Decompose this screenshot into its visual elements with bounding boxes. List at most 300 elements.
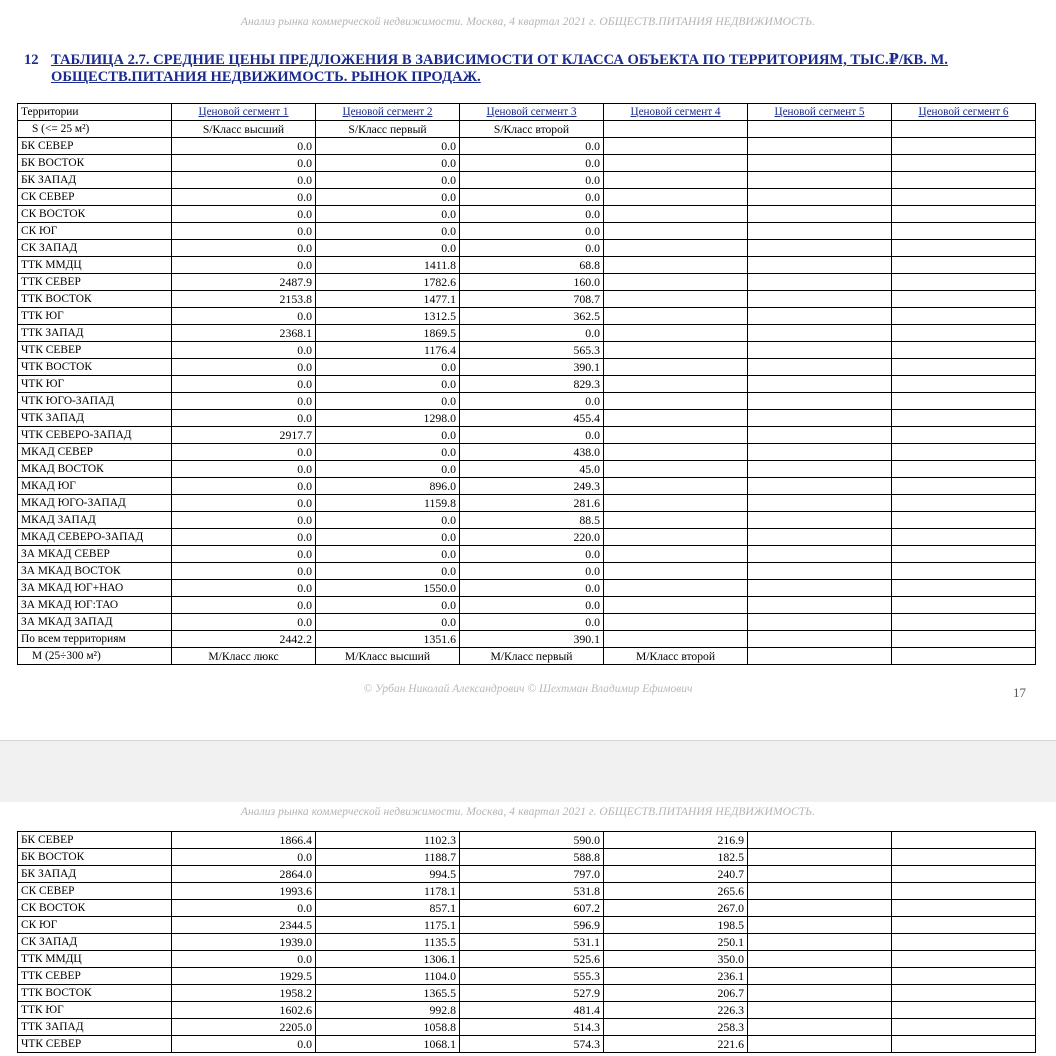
- price-cell: [748, 985, 892, 1002]
- price-table-continued: [17, 831, 1036, 1053]
- price-cell: 1178.1: [316, 883, 460, 900]
- price-cell: 221.6: [604, 1036, 748, 1053]
- price-cell: 992.8: [316, 1002, 460, 1019]
- price-cell: [892, 223, 1036, 240]
- territory-label: МКАД ЗАПАД: [18, 512, 172, 529]
- table-row: [18, 172, 1036, 189]
- price-cell: [892, 849, 1036, 866]
- table-row: [18, 917, 1036, 934]
- price-cell: [604, 461, 748, 478]
- table-row: [18, 325, 1036, 342]
- price-cell: [892, 900, 1036, 917]
- price-cell: [892, 325, 1036, 342]
- table-row: [18, 427, 1036, 444]
- price-cell: 797.0: [460, 866, 604, 883]
- price-cell: [748, 951, 892, 968]
- price-cell: 2917.7: [172, 427, 316, 444]
- territory-label: СК СЕВЕР: [18, 883, 172, 900]
- price-cell: [892, 359, 1036, 376]
- price-cell: 0.0: [172, 376, 316, 393]
- column-header-link[interactable]: Ценовой сегмент 1: [172, 104, 316, 121]
- territory-label: МКАД СЕВЕР: [18, 444, 172, 461]
- price-cell: 0.0: [316, 529, 460, 546]
- running-header: Анализ рынка коммерческой недвижимости. Москва, 4 квартал 2021 г. ОБЩЕСТВ.ПИТАНИЯ НЕДВИЖИМОСТЬ.: [240, 806, 816, 818]
- price-cell: [892, 240, 1036, 257]
- table-row: [18, 968, 1036, 985]
- price-cell: 206.7: [604, 985, 748, 1002]
- price-cell: [748, 614, 892, 631]
- price-cell: 0.0: [460, 240, 604, 257]
- price-cell: [892, 1019, 1036, 1036]
- price-cell: [748, 832, 892, 849]
- territory-label: По всем территориям: [18, 631, 172, 648]
- price-cell: 1068.1: [316, 1036, 460, 1053]
- price-cell: 0.0: [460, 138, 604, 155]
- table-row: [18, 900, 1036, 917]
- price-cell: 281.6: [460, 495, 604, 512]
- price-cell: [748, 597, 892, 614]
- price-cell: [604, 291, 748, 308]
- copyright-footer: © Урбан Николай Александрович © Шехтман Владимир Ефимович: [363, 683, 693, 695]
- price-cell: [748, 257, 892, 274]
- table-row: [18, 866, 1036, 883]
- price-cell: 531.1: [460, 934, 604, 951]
- price-cell: 1104.0: [316, 968, 460, 985]
- class-subheader: [892, 648, 1036, 665]
- price-cell: [892, 631, 1036, 648]
- table-row: [18, 189, 1036, 206]
- page-number: 17: [1013, 685, 1026, 700]
- price-cell: 527.9: [460, 985, 604, 1002]
- table-row: [18, 274, 1036, 291]
- class-subheader: S/Класс первый: [316, 121, 460, 138]
- price-cell: 0.0: [460, 393, 604, 410]
- price-cell: 0.0: [460, 172, 604, 189]
- price-cell: 0.0: [316, 206, 460, 223]
- table-row: [18, 410, 1036, 427]
- price-cell: [604, 495, 748, 512]
- price-cell: 0.0: [172, 444, 316, 461]
- table-row: [18, 155, 1036, 172]
- table-row: [18, 849, 1036, 866]
- table-row: [18, 240, 1036, 257]
- territory-label: ЧТК СЕВЕРО-ЗАПАД: [18, 427, 172, 444]
- price-cell: 0.0: [460, 155, 604, 172]
- price-cell: [748, 427, 892, 444]
- price-cell: [604, 580, 748, 597]
- page-gap: [0, 740, 1056, 804]
- column-header-link[interactable]: Ценовой сегмент 3: [460, 104, 604, 121]
- class-subheader: [892, 121, 1036, 138]
- price-cell: 1993.6: [172, 883, 316, 900]
- table-row: [18, 138, 1036, 155]
- price-cell: 0.0: [460, 223, 604, 240]
- price-cell: [748, 206, 892, 223]
- price-cell: 2344.5: [172, 917, 316, 934]
- price-cell: [604, 529, 748, 546]
- table-number: 12: [24, 52, 39, 68]
- price-cell: 1477.1: [316, 291, 460, 308]
- price-cell: 0.0: [316, 427, 460, 444]
- territory-label: ТТК ЗАПАД: [18, 325, 172, 342]
- price-cell: 0.0: [172, 410, 316, 427]
- price-cell: 250.1: [604, 934, 748, 951]
- price-cell: [892, 138, 1036, 155]
- price-cell: [892, 308, 1036, 325]
- price-cell: 1298.0: [316, 410, 460, 427]
- price-cell: 2368.1: [172, 325, 316, 342]
- price-cell: [892, 495, 1036, 512]
- price-cell: 574.3: [460, 1036, 604, 1053]
- class-subheader: [748, 648, 892, 665]
- column-header-link[interactable]: Ценовой сегмент 6: [892, 104, 1036, 121]
- territory-label: СК ЮГ: [18, 917, 172, 934]
- price-cell: [604, 189, 748, 206]
- price-cell: [892, 342, 1036, 359]
- price-cell: 1102.3: [316, 832, 460, 849]
- price-cell: [604, 223, 748, 240]
- price-cell: [748, 883, 892, 900]
- territory-label: БК ВОСТОК: [18, 155, 172, 172]
- price-cell: [892, 917, 1036, 934]
- class-subheader: М/Класс люкс: [172, 648, 316, 665]
- price-cell: [748, 240, 892, 257]
- price-cell: [892, 410, 1036, 427]
- price-cell: 267.0: [604, 900, 748, 917]
- price-cell: 0.0: [172, 1036, 316, 1053]
- price-cell: [748, 900, 892, 917]
- price-cell: [748, 172, 892, 189]
- territory-label: БК ЗАПАД: [18, 866, 172, 883]
- territory-label: ЗА МКАД ЗАПАД: [18, 614, 172, 631]
- price-cell: 1866.4: [172, 832, 316, 849]
- class-subheader: М/Класс первый: [460, 648, 604, 665]
- price-cell: 45.0: [460, 461, 604, 478]
- table-row: [18, 1019, 1036, 1036]
- price-cell: 0.0: [172, 172, 316, 189]
- price-cell: [892, 512, 1036, 529]
- price-cell: 0.0: [316, 597, 460, 614]
- territory-label: ТТК ММДЦ: [18, 257, 172, 274]
- price-cell: 0.0: [316, 172, 460, 189]
- running-header: Анализ рынка коммерческой недвижимости. Москва, 4 квартал 2021 г. ОБЩЕСТВ.ПИТАНИЯ НЕДВИЖИМОСТЬ.: [240, 16, 816, 28]
- price-cell: [604, 172, 748, 189]
- price-cell: 1365.5: [316, 985, 460, 1002]
- territory-label: СК ЮГ: [18, 223, 172, 240]
- table-row: [18, 257, 1036, 274]
- table-row: [18, 597, 1036, 614]
- territory-label: БК ВОСТОК: [18, 849, 172, 866]
- price-cell: 0.0: [172, 512, 316, 529]
- price-cell: 1306.1: [316, 951, 460, 968]
- price-cell: 0.0: [460, 597, 604, 614]
- territory-label: МКАД СЕВЕРО-ЗАПАД: [18, 529, 172, 546]
- price-table: [17, 103, 1036, 665]
- price-cell: 1958.2: [172, 985, 316, 1002]
- territory-label: ЧТК ЮГО-ЗАПАД: [18, 393, 172, 410]
- price-cell: [604, 614, 748, 631]
- price-cell: 596.9: [460, 917, 604, 934]
- price-cell: 514.3: [460, 1019, 604, 1036]
- price-cell: [748, 189, 892, 206]
- price-cell: 0.0: [172, 849, 316, 866]
- price-cell: 0.0: [316, 614, 460, 631]
- column-header-link[interactable]: Ценовой сегмент 5: [748, 104, 892, 121]
- price-cell: [748, 1002, 892, 1019]
- price-cell: 0.0: [172, 189, 316, 206]
- price-cell: [604, 410, 748, 427]
- price-cell: 2153.8: [172, 291, 316, 308]
- price-cell: 0.0: [316, 393, 460, 410]
- price-cell: [604, 597, 748, 614]
- price-cell: [892, 206, 1036, 223]
- price-cell: [892, 189, 1036, 206]
- price-cell: 1869.5: [316, 325, 460, 342]
- price-cell: [892, 461, 1036, 478]
- territory-label: МКАД ВОСТОК: [18, 461, 172, 478]
- price-cell: [748, 223, 892, 240]
- price-cell: 220.0: [460, 529, 604, 546]
- territory-label: ТТК ЗАПАД: [18, 1019, 172, 1036]
- price-cell: [604, 308, 748, 325]
- price-cell: 88.5: [460, 512, 604, 529]
- price-cell: [604, 444, 748, 461]
- class-subheader: [604, 121, 748, 138]
- price-cell: [892, 257, 1036, 274]
- territory-label: СК ВОСТОК: [18, 206, 172, 223]
- price-cell: [748, 274, 892, 291]
- price-cell: [604, 325, 748, 342]
- column-header-link[interactable]: Ценовой сегмент 2: [316, 104, 460, 121]
- territory-label: СК ЗАПАД: [18, 934, 172, 951]
- price-cell: [604, 546, 748, 563]
- price-cell: [748, 631, 892, 648]
- price-cell: [892, 614, 1036, 631]
- table-row: [18, 529, 1036, 546]
- price-cell: [892, 832, 1036, 849]
- territory-label: ТТК ВОСТОК: [18, 291, 172, 308]
- price-cell: 455.4: [460, 410, 604, 427]
- table-row: [18, 359, 1036, 376]
- price-cell: [748, 546, 892, 563]
- price-cell: 0.0: [460, 189, 604, 206]
- price-cell: 1351.6: [316, 631, 460, 648]
- price-cell: 0.0: [316, 563, 460, 580]
- price-cell: 588.8: [460, 849, 604, 866]
- price-cell: [604, 478, 748, 495]
- table-row: [18, 478, 1036, 495]
- price-cell: 1312.5: [316, 308, 460, 325]
- territory-label: СК СЕВЕР: [18, 189, 172, 206]
- price-cell: [604, 563, 748, 580]
- table-row: [18, 223, 1036, 240]
- price-cell: [892, 597, 1036, 614]
- class-subheader: [748, 121, 892, 138]
- price-cell: [604, 274, 748, 291]
- table-row: [18, 444, 1036, 461]
- price-cell: 0.0: [172, 461, 316, 478]
- price-cell: [892, 393, 1036, 410]
- price-cell: 0.0: [172, 478, 316, 495]
- price-cell: 0.0: [172, 206, 316, 223]
- price-cell: 994.5: [316, 866, 460, 883]
- price-cell: 0.0: [172, 223, 316, 240]
- price-cell: 0.0: [316, 512, 460, 529]
- price-cell: [748, 512, 892, 529]
- territory-label: ТТК ВОСТОК: [18, 985, 172, 1002]
- table-row: [18, 832, 1036, 849]
- price-cell: [748, 461, 892, 478]
- price-cell: 0.0: [172, 308, 316, 325]
- territory-label: ТТК ЮГ: [18, 1002, 172, 1019]
- territory-label: ТТК СЕВЕР: [18, 274, 172, 291]
- table-row: [18, 614, 1036, 631]
- price-cell: 0.0: [172, 563, 316, 580]
- price-cell: 362.5: [460, 308, 604, 325]
- subheader-row: [18, 648, 1036, 665]
- price-cell: 265.6: [604, 883, 748, 900]
- price-cell: [748, 580, 892, 597]
- class-subheader: S/Класс второй: [460, 121, 604, 138]
- price-cell: [604, 240, 748, 257]
- class-subheader: М/Класс высший: [316, 648, 460, 665]
- price-cell: [892, 934, 1036, 951]
- price-cell: 0.0: [172, 155, 316, 172]
- price-cell: [604, 631, 748, 648]
- territory-label: ЧТК ВОСТОК: [18, 359, 172, 376]
- price-cell: [748, 444, 892, 461]
- price-cell: [604, 206, 748, 223]
- price-cell: [748, 478, 892, 495]
- table-title-link[interactable]: ТАБЛИЦА 2.7. СРЕДНИЕ ЦЕНЫ ПРЕДЛОЖЕНИЯ В ЗАВИСИМОСТИ ОТ КЛАССА ОБЪЕКТА ПО ТЕРРИТОРИЯМ, ТЫС.₽/КВ. М. ОБЩЕСТВ.ПИТАНИЯ НЕДВИЖИМОСТЬ. РЫНОК ПРОДАЖ.: [51, 52, 948, 85]
- price-cell: 1175.1: [316, 917, 460, 934]
- price-cell: [748, 849, 892, 866]
- price-cell: 0.0: [316, 240, 460, 257]
- price-cell: [748, 917, 892, 934]
- price-cell: [604, 155, 748, 172]
- corner-label: Территории: [18, 104, 172, 121]
- price-cell: [748, 376, 892, 393]
- price-cell: 0.0: [172, 359, 316, 376]
- price-cell: 708.7: [460, 291, 604, 308]
- table-row: [18, 631, 1036, 648]
- price-cell: 0.0: [316, 461, 460, 478]
- table-row: [18, 580, 1036, 597]
- price-cell: [748, 138, 892, 155]
- price-cell: 390.1: [460, 359, 604, 376]
- class-subheader: М/Класс второй: [604, 648, 748, 665]
- price-cell: [892, 427, 1036, 444]
- territory-label: БК СЕВЕР: [18, 832, 172, 849]
- price-cell: 0.0: [460, 563, 604, 580]
- table-row: [18, 393, 1036, 410]
- table-row: [18, 563, 1036, 580]
- price-cell: 0.0: [172, 495, 316, 512]
- price-cell: 2205.0: [172, 1019, 316, 1036]
- price-cell: 0.0: [172, 597, 316, 614]
- table-row: [18, 291, 1036, 308]
- price-cell: 0.0: [316, 223, 460, 240]
- price-cell: 0.0: [172, 393, 316, 410]
- table-row: [18, 934, 1036, 951]
- territory-label: СК ВОСТОК: [18, 900, 172, 917]
- price-cell: 198.5: [604, 917, 748, 934]
- territory-label: ЗА МКАД ЮГ:ТАО: [18, 597, 172, 614]
- price-cell: 565.3: [460, 342, 604, 359]
- territory-label: ЧТК СЕВЕР: [18, 342, 172, 359]
- price-cell: 249.3: [460, 478, 604, 495]
- price-cell: [604, 359, 748, 376]
- price-cell: 1602.6: [172, 1002, 316, 1019]
- price-cell: [892, 883, 1036, 900]
- table-row: [18, 546, 1036, 563]
- price-cell: 1176.4: [316, 342, 460, 359]
- price-cell: [748, 410, 892, 427]
- territory-label: ЧТК ЗАПАД: [18, 410, 172, 427]
- price-cell: [748, 968, 892, 985]
- territory-label: ТТК СЕВЕР: [18, 968, 172, 985]
- price-cell: 829.3: [460, 376, 604, 393]
- price-cell: 160.0: [460, 274, 604, 291]
- subheader-row: [18, 121, 1036, 138]
- price-cell: 0.0: [460, 614, 604, 631]
- price-cell: 1782.6: [316, 274, 460, 291]
- territory-label: ЗА МКАД ЮГ+НАО: [18, 580, 172, 597]
- price-cell: [604, 138, 748, 155]
- table-row: [18, 342, 1036, 359]
- price-cell: 68.8: [460, 257, 604, 274]
- table-row: [18, 512, 1036, 529]
- price-cell: 0.0: [172, 580, 316, 597]
- price-cell: 390.1: [460, 631, 604, 648]
- price-cell: 0.0: [172, 546, 316, 563]
- price-cell: 258.3: [604, 1019, 748, 1036]
- price-cell: [748, 325, 892, 342]
- price-cell: 2864.0: [172, 866, 316, 883]
- price-cell: 607.2: [460, 900, 604, 917]
- price-cell: [892, 866, 1036, 883]
- price-cell: [748, 308, 892, 325]
- price-cell: [892, 274, 1036, 291]
- price-cell: 438.0: [460, 444, 604, 461]
- price-cell: 2487.9: [172, 274, 316, 291]
- price-cell: 0.0: [460, 325, 604, 342]
- price-cell: 0.0: [172, 614, 316, 631]
- territory-label: БК ЗАПАД: [18, 172, 172, 189]
- size-group-label: М (25÷300 м²): [18, 648, 172, 665]
- territory-label: ЗА МКАД СЕВЕР: [18, 546, 172, 563]
- size-group-label: S (<= 25 м²): [18, 121, 172, 138]
- territory-label: ТТК ММДЦ: [18, 951, 172, 968]
- header-row: [18, 104, 1036, 121]
- price-cell: [748, 393, 892, 410]
- price-cell: 0.0: [460, 427, 604, 444]
- price-cell: 0.0: [172, 240, 316, 257]
- column-header-link[interactable]: Ценовой сегмент 4: [604, 104, 748, 121]
- table-row: [18, 461, 1036, 478]
- territory-label: ЧТК ЮГ: [18, 376, 172, 393]
- territory-label: МКАД ЮГО-ЗАПАД: [18, 495, 172, 512]
- price-cell: [748, 529, 892, 546]
- price-cell: 0.0: [316, 546, 460, 563]
- territory-label: БК СЕВЕР: [18, 138, 172, 155]
- price-cell: 236.1: [604, 968, 748, 985]
- territory-label: ЗА МКАД ВОСТОК: [18, 563, 172, 580]
- price-cell: [604, 512, 748, 529]
- price-cell: 0.0: [460, 206, 604, 223]
- price-cell: 0.0: [316, 155, 460, 172]
- class-subheader: S/Класс высший: [172, 121, 316, 138]
